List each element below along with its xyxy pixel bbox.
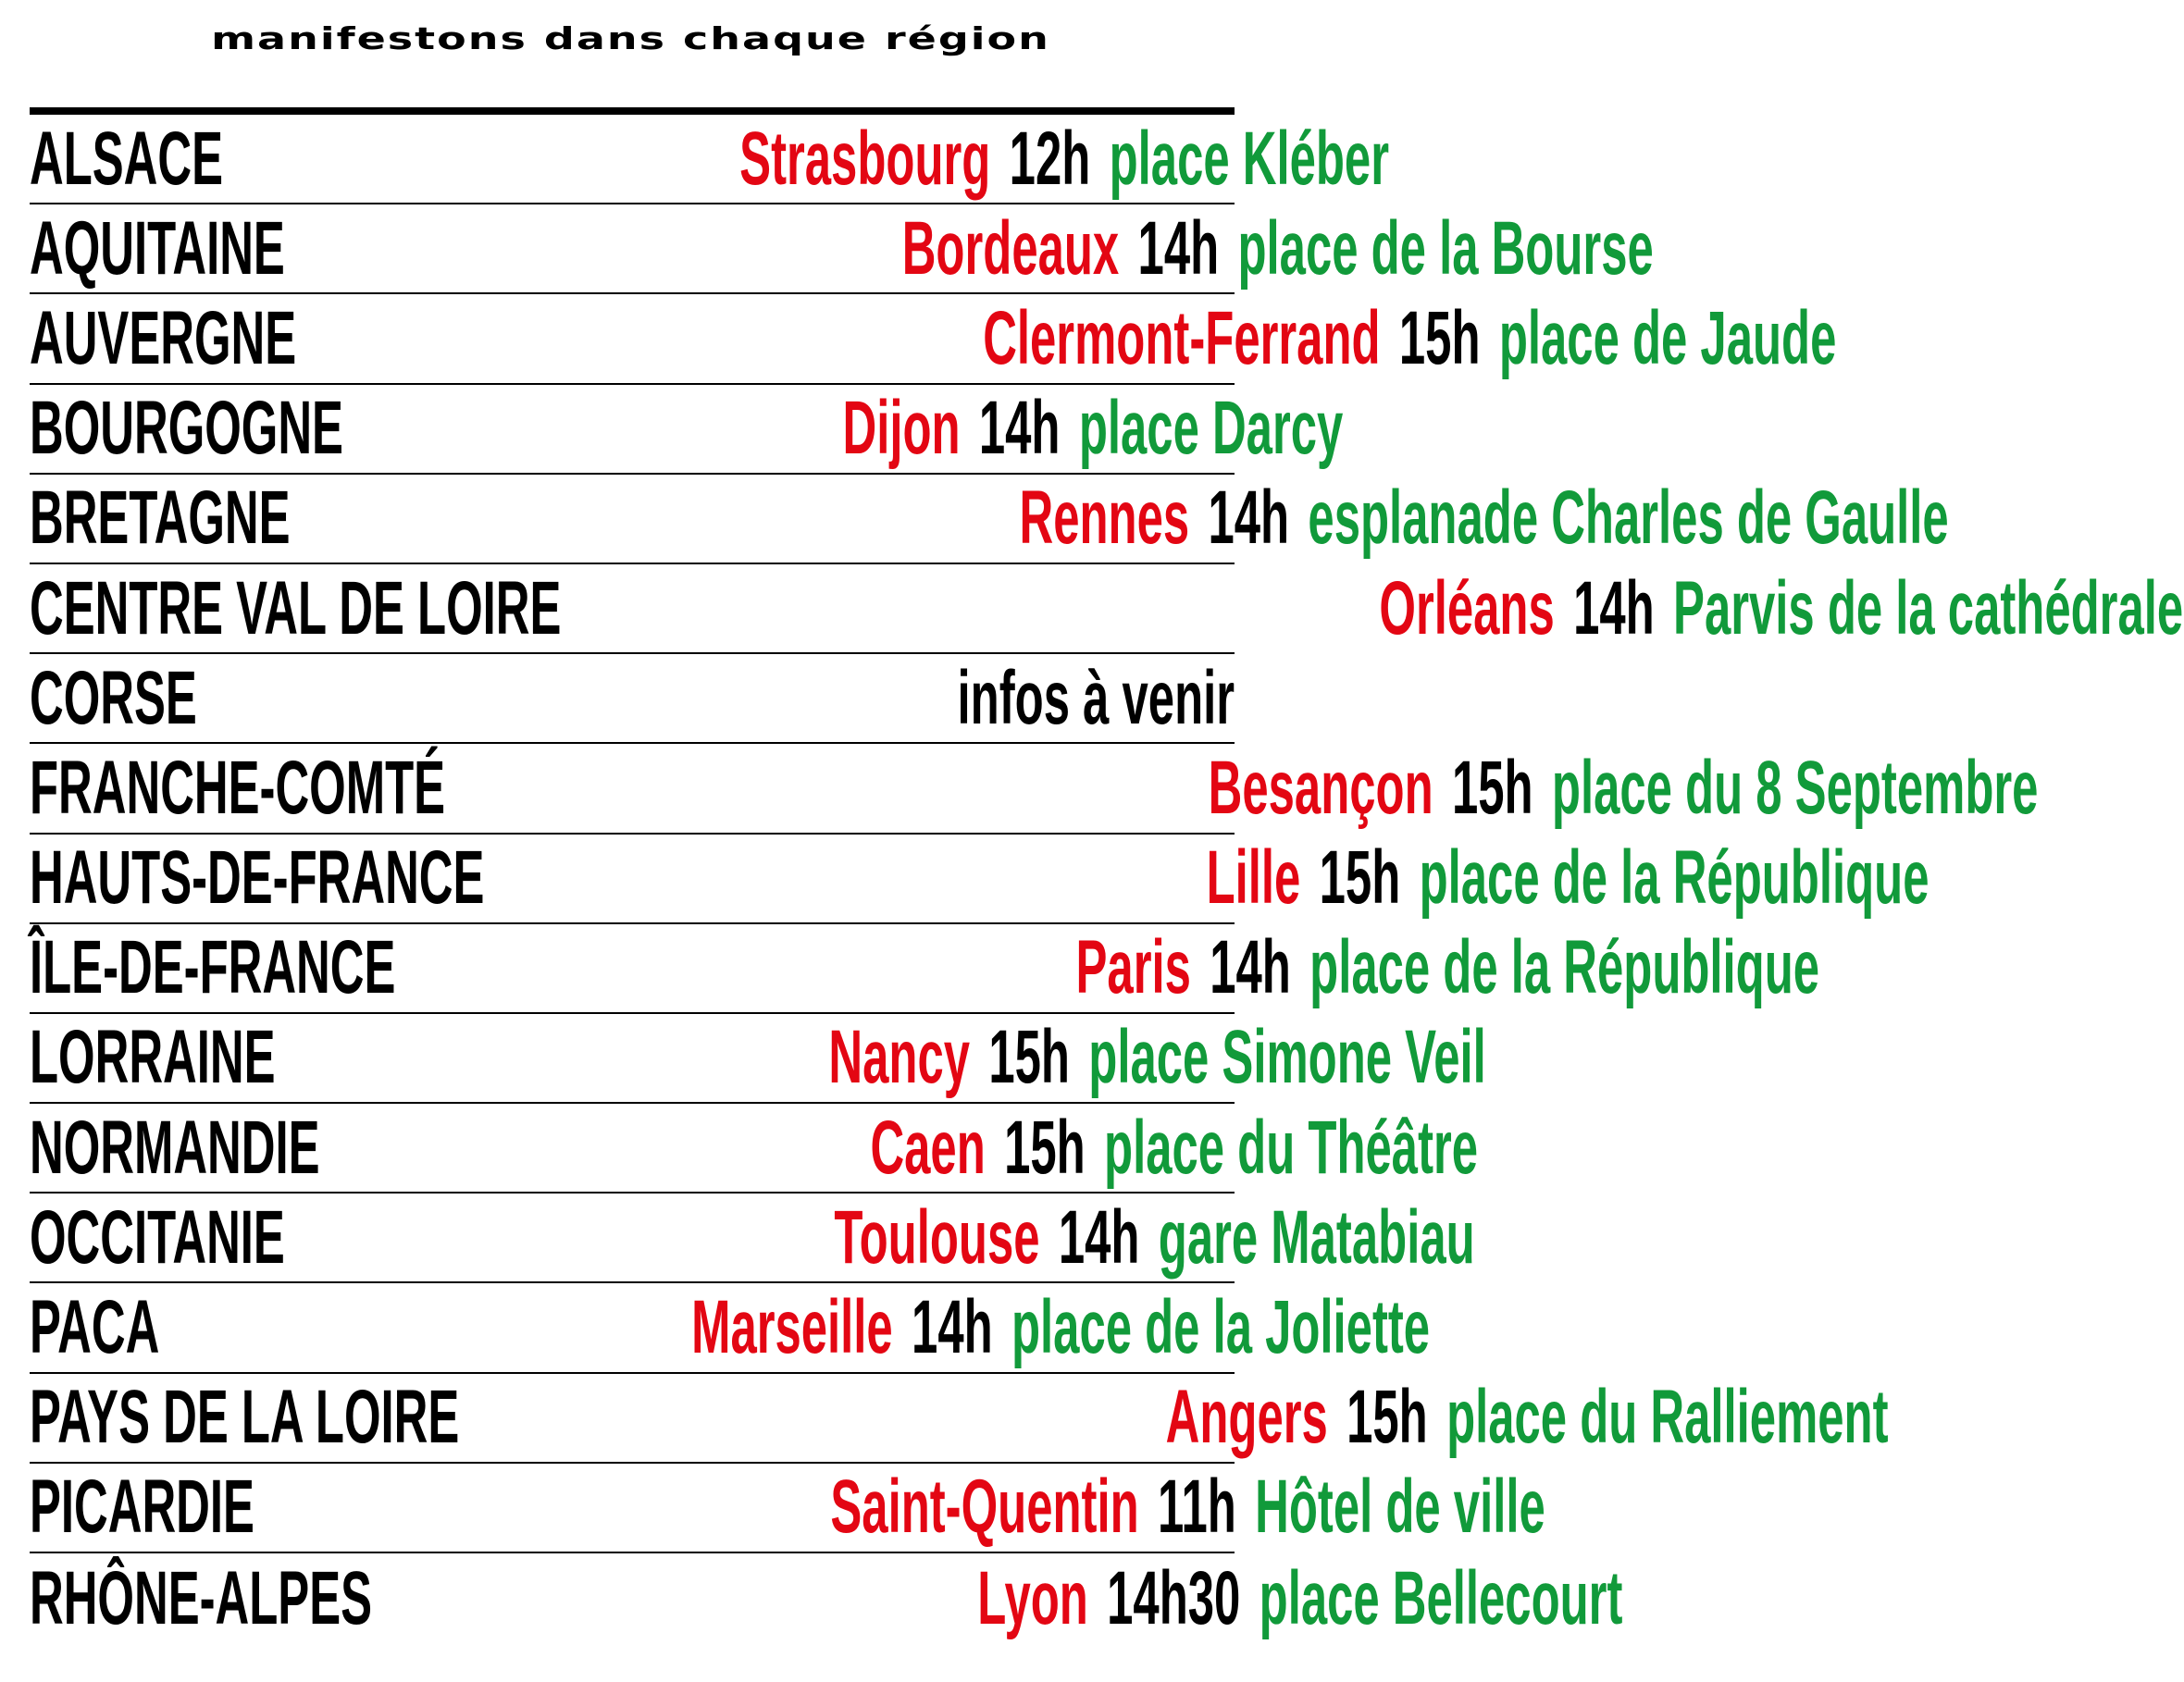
region-name: PAYS DE LA LOIRE [30,1375,460,1460]
city-name: Lyon [977,1555,1088,1640]
event-details [1019,476,1949,561]
meeting-place: place de la Joliette [1011,1285,1431,1370]
region-name: BRETAGNE [30,476,291,561]
table-row [30,294,1837,384]
event-details [901,205,1654,291]
table-row [30,835,1930,924]
table-row [30,204,1654,294]
table-row [30,1374,1889,1464]
event-time: 14h [1209,925,1291,1010]
table-row [30,115,1390,204]
event-details [691,1285,1431,1370]
region-name: HAUTS-DE-FRANCE [30,835,485,921]
region-name: RHÔNE-ALPES [30,1555,373,1640]
event-time: 14h [1137,205,1220,291]
header-rule [30,107,1235,115]
meeting-place: place de la République [1419,835,1930,921]
event-time: 11h [1157,1465,1236,1550]
event-time: 15h [988,1015,1071,1100]
region-name: OCCITANIE [30,1194,285,1280]
event-details [834,1194,1475,1280]
meeting-place: place Kléber [1109,116,1390,201]
event-time: 14h [912,1285,993,1370]
meeting-place: place de Jaude [1498,295,1837,380]
event-time: 15h [1319,835,1400,921]
meeting-place: place du Théâtre [1103,1105,1478,1190]
city-name: Angers [1165,1375,1328,1460]
table-row [30,564,2184,654]
meeting-place: Parvis de la cathédrale [1673,565,2184,650]
event-details [1165,1375,1889,1460]
event-details [828,1015,1487,1100]
table-row [30,475,1949,564]
event-details [1208,745,2039,830]
region-name: PACA [30,1285,160,1370]
meeting-place: gare Matabiau [1158,1194,1475,1280]
city-name: Clermont-Ferrand [982,295,1381,380]
table-row [30,654,1235,744]
region-name: LORRAINE [30,1015,276,1100]
city-name: Dijon [842,386,961,471]
region-name: AQUITAINE [30,205,285,291]
event-details [1075,925,1819,1010]
city-name: Caen [870,1105,986,1190]
city-name: Strasbourg [739,116,991,201]
table-row [30,744,2039,834]
region-name: AUVERGNE [30,295,297,380]
meeting-place: place Simone Veil [1088,1015,1487,1100]
city-name: Besançon [1208,745,1433,830]
event-details [957,655,1235,740]
event-details [830,1465,1545,1550]
meeting-place: place Bellecourt [1259,1555,1623,1640]
city-name: Saint-Quentin [830,1465,1139,1550]
event-details [842,386,1343,471]
event-time: 15h [1452,745,1533,830]
event-details [982,295,1837,380]
region-name: FRANCHE-COMTÉ [30,745,446,830]
table-row [30,1464,1545,1553]
region-name: NORMANDIE [30,1105,320,1190]
table-row [30,1553,1623,1643]
city-name: Paris [1075,925,1191,1010]
city-name: Rennes [1019,476,1190,561]
meeting-place: place du 8 Septembre [1552,745,2039,830]
event-details [977,1555,1623,1640]
table-row [30,385,1343,475]
city-name: Orléans [1379,565,1556,650]
region-name: PICARDIE [30,1465,254,1550]
region-name: ÎLE-DE-FRANCE [30,925,396,1010]
event-time: 14h [1208,476,1290,561]
table-row [30,1014,1487,1104]
regions-table [30,115,2184,1643]
region-name: ALSACE [30,116,224,201]
info-text: infos à venir [957,655,1235,740]
table-row [30,1193,1475,1283]
city-name: Marseille [691,1285,893,1370]
event-time: 15h [1398,295,1481,380]
event-details [1379,565,2184,650]
meeting-place: place Darcy [1078,386,1343,471]
event-details [1206,835,1930,921]
city-name: Lille [1206,835,1300,921]
table-row [30,1283,1431,1373]
event-details [870,1105,1478,1190]
page-title: manifestons dans chaque région [211,20,1050,56]
meeting-place: place de la Bourse [1237,205,1654,291]
meeting-place: Hôtel de ville [1254,1465,1545,1550]
event-time: 15h [1346,1375,1428,1460]
region-name: BOURGOGNE [30,386,343,471]
event-time: 12h [1009,116,1091,201]
event-details [739,116,1390,201]
event-time: 15h [1003,1105,1086,1190]
city-name: Nancy [828,1015,971,1100]
meeting-place: place du Ralliement [1446,1375,1889,1460]
event-time: 14h30 [1106,1555,1241,1640]
event-time: 14h [1573,565,1656,650]
region-name: CENTRE VAL DE LOIRE [30,565,562,650]
city-name: Toulouse [834,1194,1040,1280]
meeting-place: esplanade Charles de Gaulle [1308,476,1949,561]
event-time: 14h [978,386,1061,471]
table-row [30,924,1819,1014]
city-name: Bordeaux [901,205,1120,291]
event-time: 14h [1058,1194,1140,1280]
region-name: CORSE [30,655,197,740]
table-row [30,1104,1478,1193]
meeting-place: place de la République [1309,925,1819,1010]
